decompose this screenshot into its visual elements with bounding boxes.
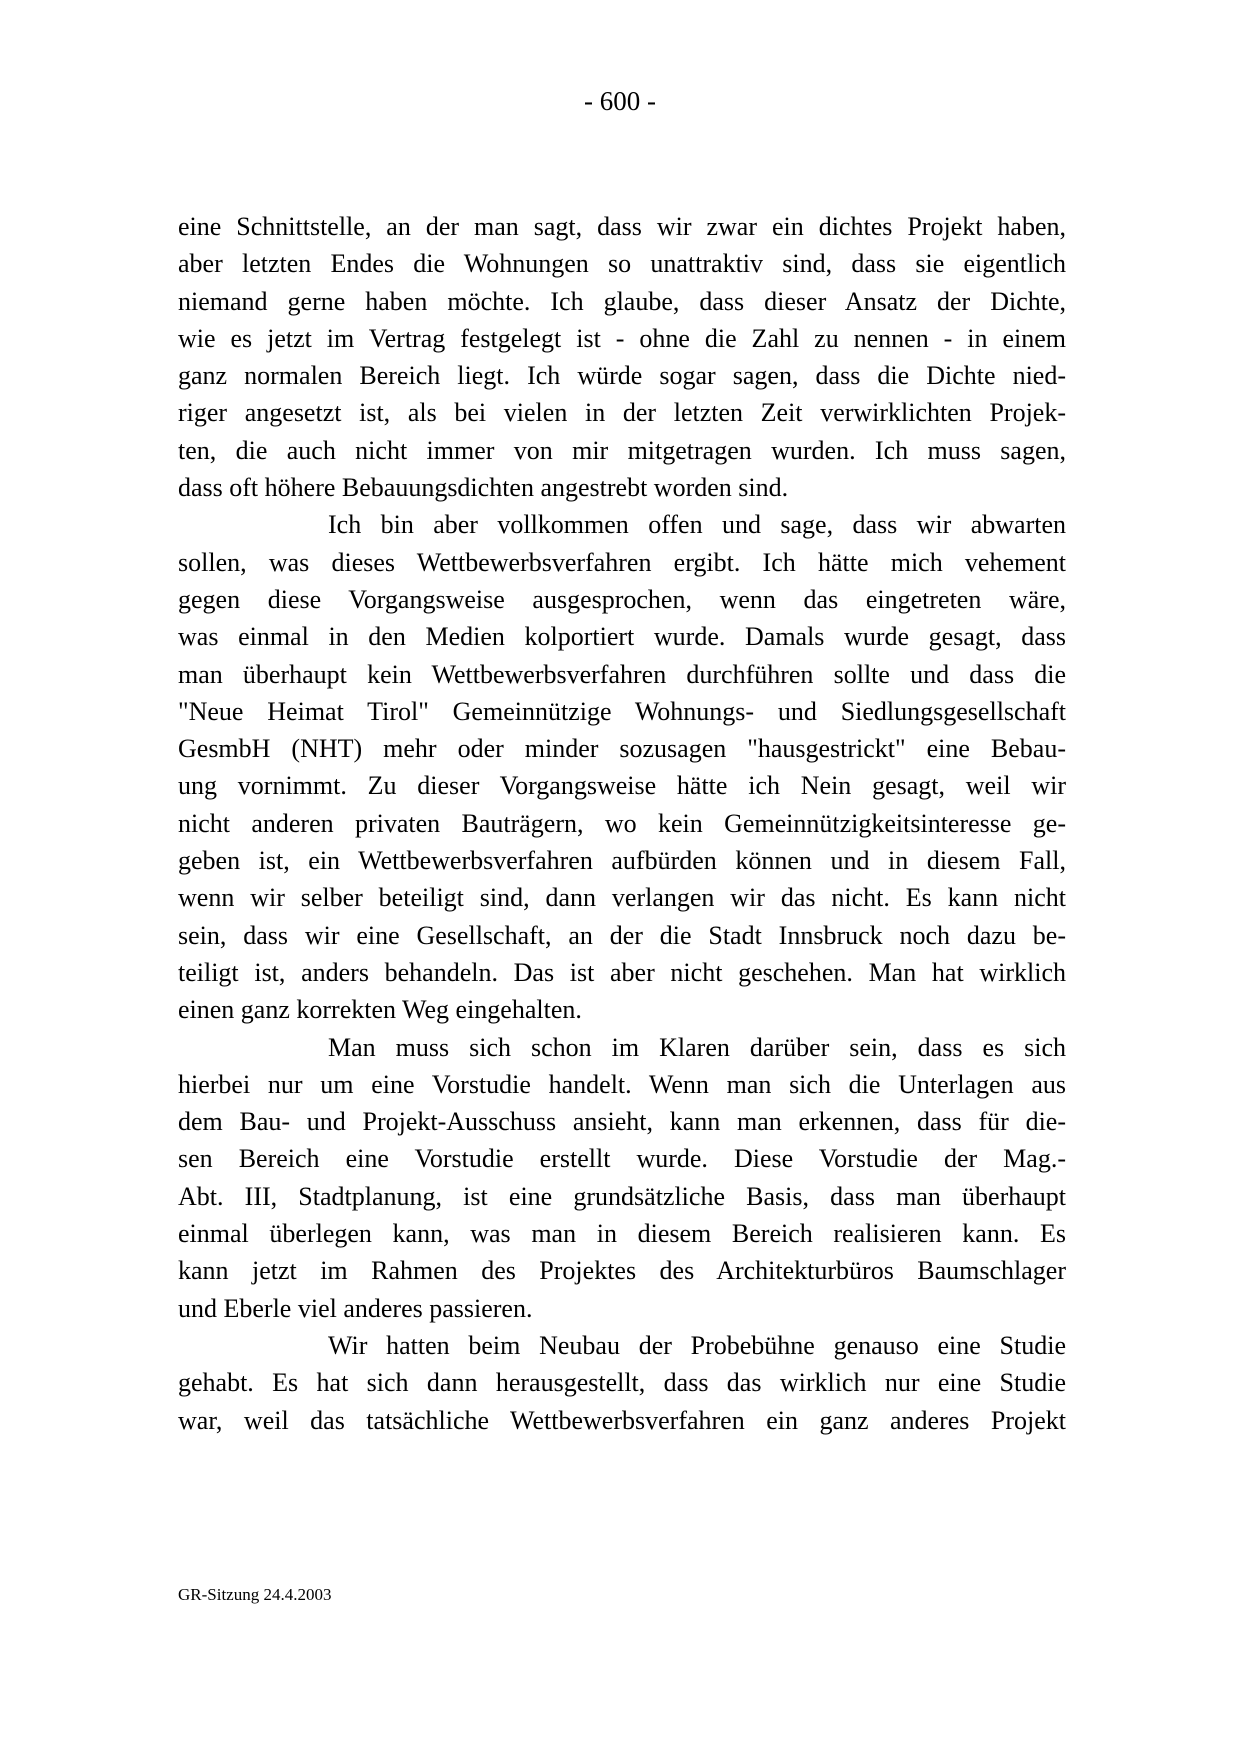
text-line: ganz normalen Bereich liegt. Ich würde sogar sagen, dass die Dichte nied- [178, 361, 1066, 391]
text-line: Wir hatten beim Neubau der Probebühne genauso eine Studie [328, 1330, 1066, 1360]
text-line: teiligt ist, anders behandeln. Das ist aber nicht geschehen. Man hat wirklich [178, 957, 1066, 987]
text-line: sein, dass wir eine Gesellschaft, an der die Stadt Innsbruck noch dazu be- [178, 920, 1066, 950]
footer-session-label: GR-Sitzung 24.4.2003 [178, 1585, 332, 1604]
text-line: GesmbH (NHT) mehr oder minder sozusagen "hausgestrickt" eine Bebau- [178, 734, 1066, 764]
paragraph [178, 208, 1066, 506]
text-line: Abt. III, Stadtplanung, ist eine grundsätzliche Basis, dass man überhaupt [178, 1181, 1066, 1211]
text-line: Ich bin aber vollkommen offen und sage, dass wir abwarten [328, 510, 1066, 540]
text-line: wie es jetzt im Vertrag festgelegt ist - ohne die Zahl zu nennen - in einem [178, 323, 1066, 353]
paragraph [178, 1029, 1066, 1327]
text-line: was einmal in den Medien kolportiert wurde. Damals wurde gesagt, dass [178, 622, 1066, 652]
text-line: wenn wir selber beteiligt sind, dann verlangen wir das nicht. Es kann nicht [178, 883, 1066, 913]
text-line: geben ist, ein Wettbewerbsverfahren aufbürden können und in diesem Fall, [178, 846, 1066, 876]
text-line: nicht anderen privaten Bauträgern, wo kein Gemeinnützigkeitsinteresse ge- [178, 808, 1066, 838]
text-line: dass oft höhere Bebauungsdichten angestrebt worden sind. [178, 473, 789, 503]
text-line: sen Bereich eine Vorstudie erstellt wurde. Diese Vorstudie der Mag.- [178, 1144, 1066, 1174]
text-line: dem Bau- und Projekt-Ausschuss ansieht, kann man erkennen, dass für die- [178, 1107, 1066, 1137]
document-body [178, 208, 1066, 1439]
text-line: man überhaupt kein Wettbewerbsverfahren durchführen sollte und dass die [178, 659, 1066, 689]
text-line: aber letzten Endes die Wohnungen so unattraktiv sind, dass sie eigentlich [178, 249, 1066, 279]
text-line: Man muss sich schon im Klaren darüber sein, dass es sich [328, 1032, 1066, 1062]
text-line: sollen, was dieses Wettbewerbsverfahren ergibt. Ich hätte mich vehement [178, 547, 1066, 577]
paragraph [178, 506, 1066, 1028]
text-line: riger angesetzt ist, als bei vielen in der letzten Zeit verwirklichten Projek- [178, 398, 1066, 428]
text-line: "Neue Heimat Tirol" Gemeinnützige Wohnungs- und Siedlungsgesellschaft [178, 696, 1066, 726]
paragraph [178, 1327, 1066, 1439]
text-line: kann jetzt im Rahmen des Projektes des Architekturbüros Baumschlager [178, 1256, 1066, 1286]
text-line: ten, die auch nicht immer von mir mitgetragen wurden. Ich muss sagen, [178, 435, 1066, 465]
page-number: - 600 - [584, 86, 656, 116]
text-line: eine Schnittstelle, an der man sagt, dass wir zwar ein dichtes Projekt haben, [178, 212, 1066, 241]
text-line: hierbei nur um eine Vorstudie handelt. Wenn man sich die Unterlagen aus [178, 1069, 1066, 1099]
text-line: ung vornimmt. Zu dieser Vorgangsweise hätte ich Nein gesagt, weil wir [178, 771, 1066, 801]
text-line: einen ganz korrekten Weg eingehalten. [178, 995, 582, 1025]
text-line: und Eberle viel anderes passieren. [178, 1293, 533, 1323]
text-line: gegen diese Vorgangsweise ausgesprochen, wenn das eingetreten wäre, [178, 584, 1066, 614]
text-line: einmal überlegen kann, was man in diesem Bereich realisieren kann. Es [178, 1219, 1066, 1249]
text-line: gehabt. Es hat sich dann herausgestellt, dass das wirklich nur eine Studie [178, 1368, 1066, 1398]
text-line: war, weil das tatsächliche Wettbewerbsverfahren ein ganz anderes Projekt [178, 1405, 1066, 1435]
text-line: niemand gerne haben möchte. Ich glaube, dass dieser Ansatz der Dichte, [178, 286, 1066, 316]
